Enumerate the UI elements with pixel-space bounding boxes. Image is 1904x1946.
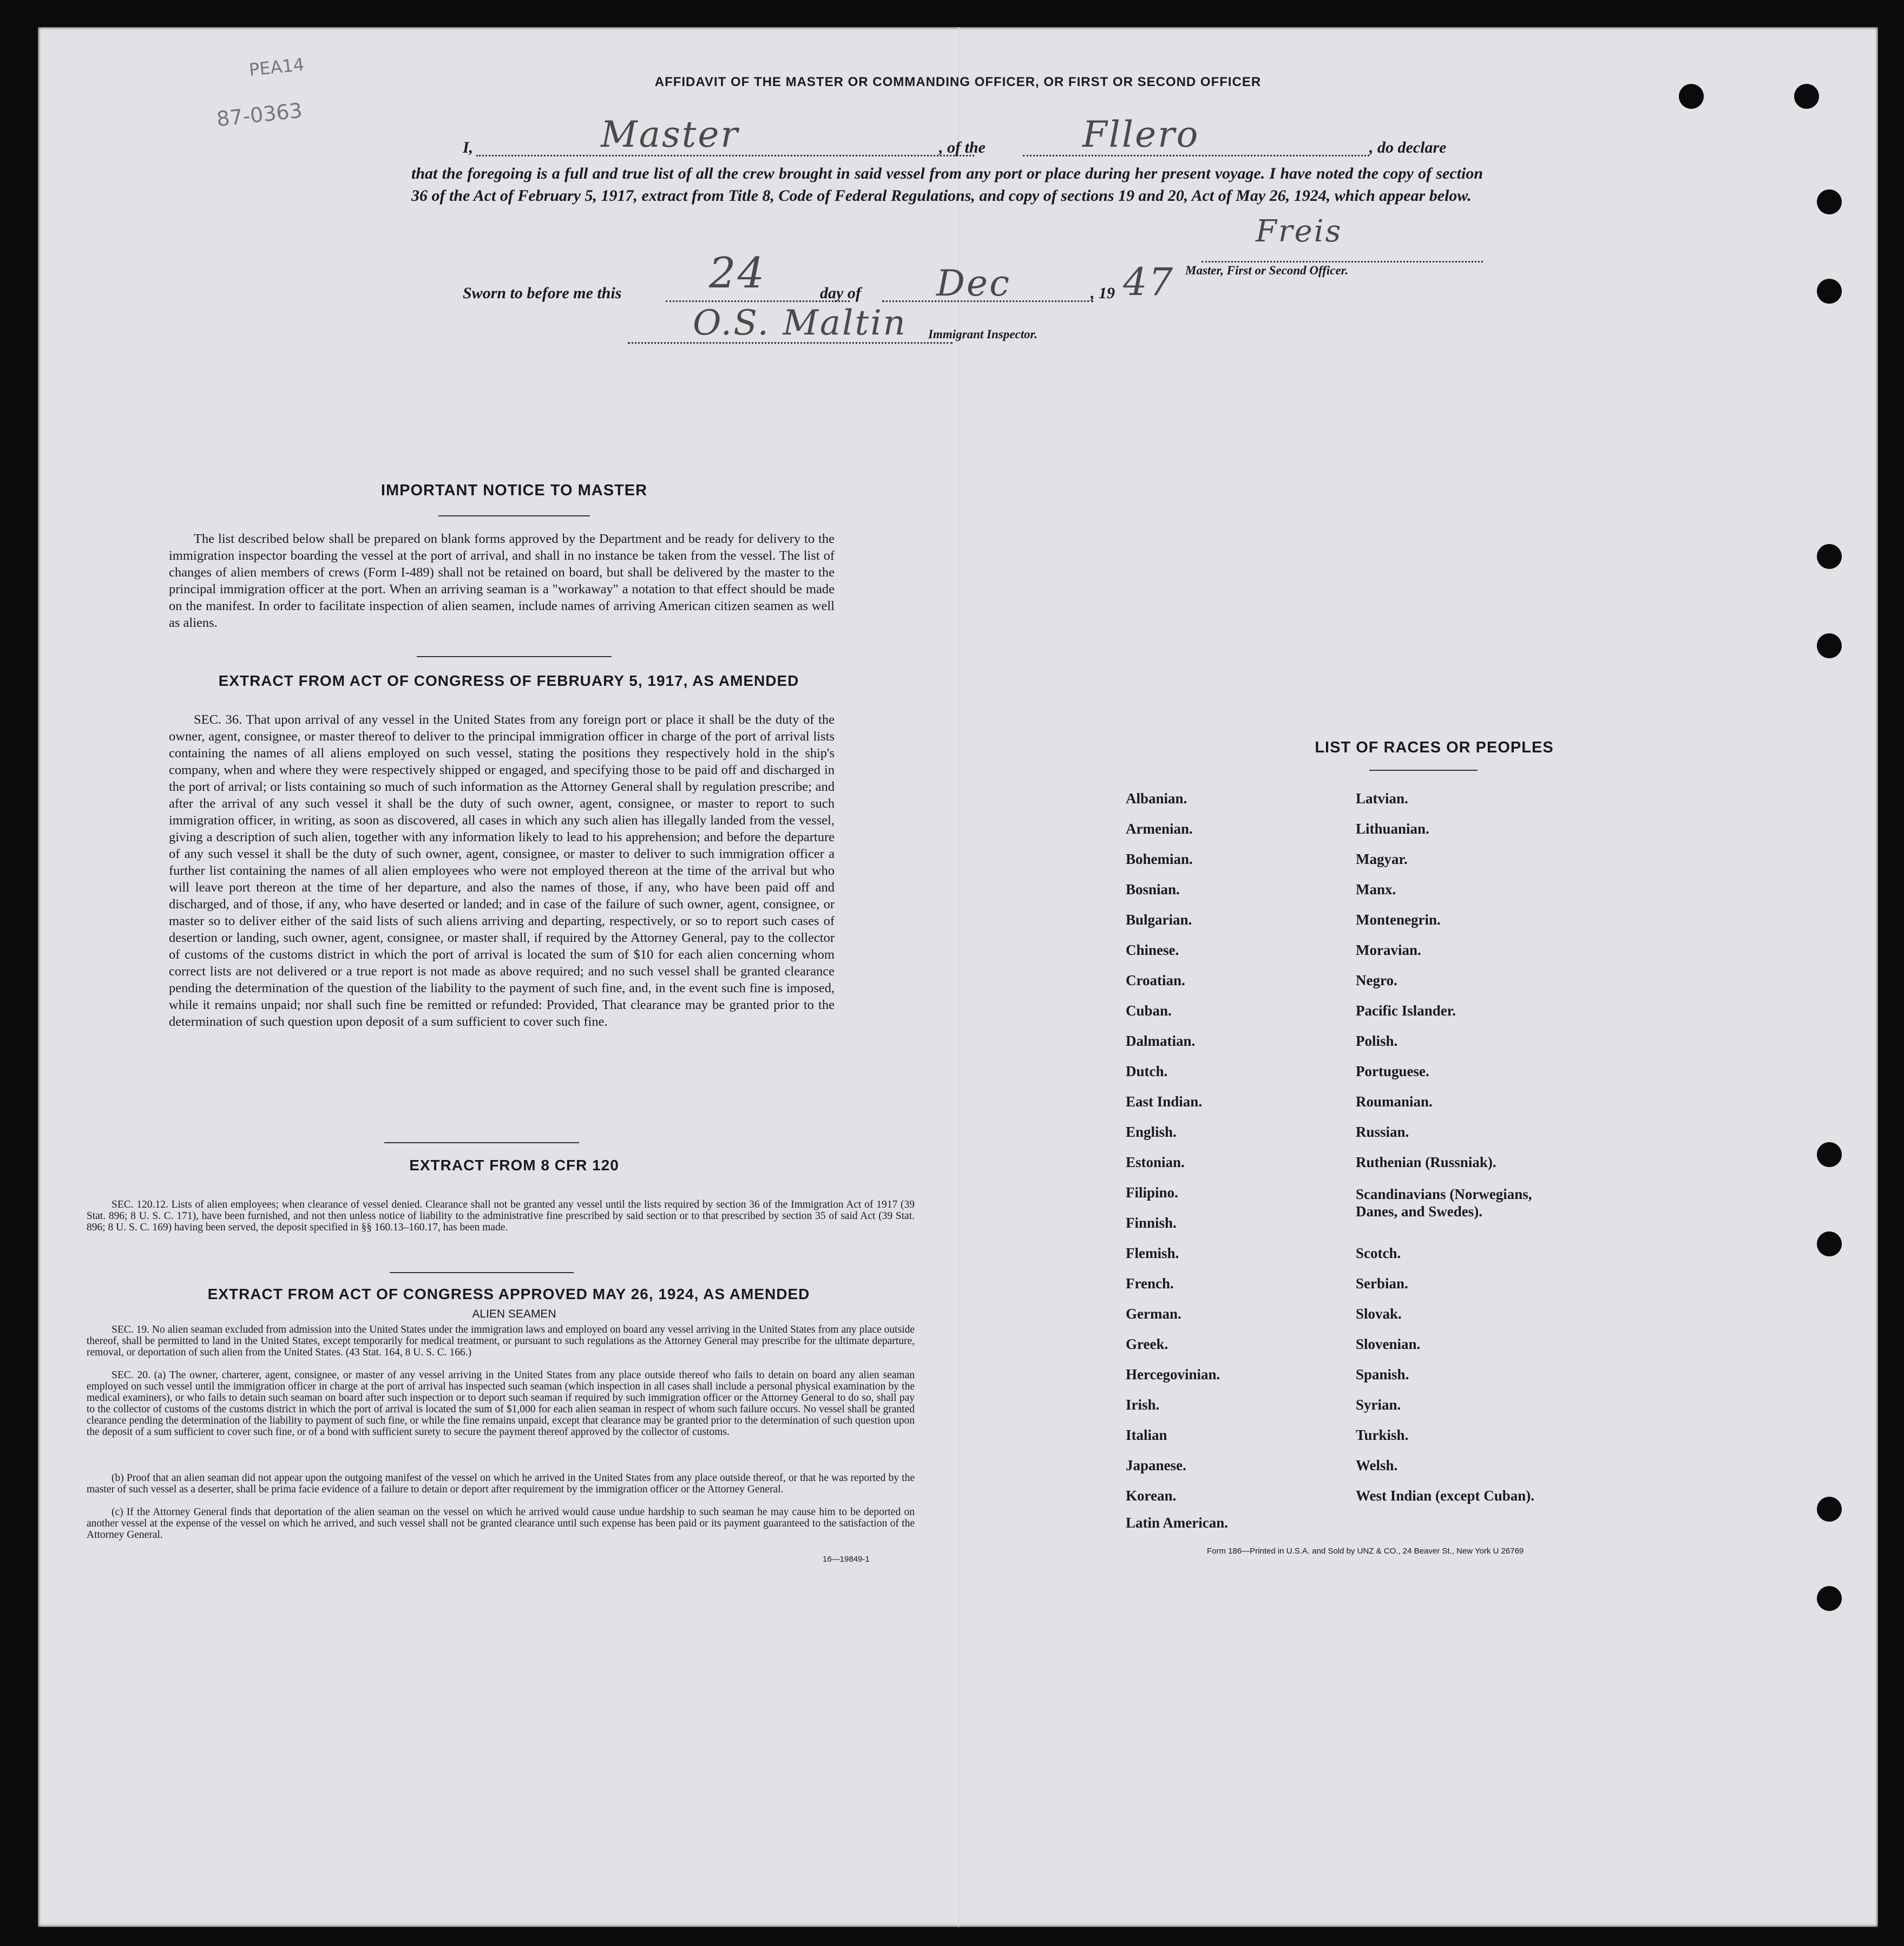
race-item-left: Irish.: [1126, 1397, 1160, 1413]
vessel-handwritten: Fllero: [1082, 114, 1200, 155]
punch-hole: [1679, 84, 1704, 109]
punch-hole: [1794, 84, 1819, 109]
race-item-left: Latin American.: [1126, 1515, 1228, 1531]
race-item-right: Manx.: [1356, 881, 1396, 897]
extract-cfr-body: SEC. 120.12. Lists of alien employees; when clearance of vessel denied. Clearance shall not be granted any vessel until the lists required by section 36 of the Immigration Act of 1917 (39 Stat. 896; 8 U. S. C. 171), have been furnished, and not then unless notice of liability to the administrative fine prescribed by said section or to that prescribed by section 35 of said Act (39 Stat. 896; 8 U. S. C. 169) having been served, the deposit specified in §§ 160.13–160.17, has been made.: [87, 1199, 915, 1233]
notice-title: IMPORTANT NOTICE TO MASTER: [380, 482, 648, 499]
race-item-right: Portuguese.: [1356, 1063, 1429, 1079]
punch-hole: [1817, 279, 1842, 304]
race-item-left: Greek.: [1126, 1336, 1168, 1352]
race-item-left: Bosnian.: [1126, 881, 1180, 897]
sec20a-text: SEC. 20. (a) The owner, charterer, agent, consignee, or master of any vessel arriving in the United States from any place outside thereof who fails to detain on board any alien seaman employed on such vessel until the immigration officer in charge at the port of arrival has inspected such seaman (which inspection in all cases shall include a personal physical examination by the medical examiners), or who fails to detain such seaman on board after such inspection or to deport such seaman if required by such immigration officer or the Attorney General to do so, shall pay to the collector of customs of the customs district in which the port of arrival is located the sum of $1,000 for each alien seaman in respect of whom such failure occurs. No vessel shall be granted clearance pending the determination of the liability to payment of such fine, or while the fine remains unpaid, except that clearance may be granted prior to the determination of such question upon the deposit of a sum sufficient to cover such fine, or of a bond with sufficient surety to secure the payment thereof approved by the collector of customs.: [87, 1370, 915, 1438]
punch-hole: [1817, 189, 1842, 214]
race-item-left: German.: [1126, 1306, 1181, 1322]
race-item-left: Flemish.: [1126, 1245, 1179, 1261]
day-handwritten: 24: [709, 249, 766, 298]
race-item-right: Pacific Islander.: [1356, 1003, 1456, 1019]
race-item-left: Croatian.: [1126, 972, 1185, 988]
race-item-right: Slovenian.: [1356, 1336, 1421, 1352]
race-item-right: Polish.: [1356, 1033, 1398, 1049]
race-item-right: Serbian.: [1356, 1275, 1408, 1292]
signature-line: [1202, 261, 1483, 263]
declaration-text: that the foregoing is a full and true list of all the crew brought in said vessel from any port or place during her present voyage. I have noted the copy of section 36 of the Act of February 5, 1917, extract from Title 8, Code of Federal Regulations, and copy of sections 19 and 20, Act of May 26, 1924, which appear below.: [411, 165, 1483, 205]
divider: [1369, 770, 1478, 771]
race-item-right: Spanish.: [1356, 1366, 1409, 1382]
race-item-left: Dutch.: [1126, 1063, 1168, 1079]
punch-hole: [1817, 1497, 1842, 1522]
day-of-label: day of: [820, 284, 861, 302]
race-item-left: Korean.: [1126, 1488, 1177, 1504]
divider: [384, 1142, 579, 1143]
signature-caption: Master, First or Second Officer.: [1185, 264, 1349, 277]
do-declare-label: , do declare: [1369, 139, 1447, 156]
race-item-right: Scotch.: [1356, 1245, 1401, 1261]
race-item-left: Finnish.: [1126, 1215, 1177, 1231]
punch-hole: [1817, 1142, 1842, 1167]
archive-file-number: 87-0363: [215, 98, 304, 132]
race-item-right: Magyar.: [1356, 851, 1408, 867]
punch-hole: [1817, 1231, 1842, 1256]
inspector-caption: Immigrant Inspector.: [928, 327, 1038, 341]
race-item-left: East Indian.: [1126, 1093, 1203, 1110]
race-item-right: West Indian (except Cuban).: [1356, 1488, 1535, 1504]
race-item-right: Roumanian.: [1356, 1093, 1433, 1110]
race-item-left: Filipino.: [1126, 1184, 1178, 1201]
center-fold: [958, 27, 959, 1927]
extract-cfr-title: EXTRACT FROM 8 CFR 120: [409, 1157, 619, 1174]
extract-1917-title: EXTRACT FROM ACT OF CONGRESS OF FEBRUARY 5, 1917, AS AMENDED: [218, 672, 799, 689]
race-item-right: Montenegrin.: [1356, 912, 1441, 928]
affidavit-title: AFFIDAVIT OF THE MASTER OR COMMANDING OFFICER, OR FIRST OR SECOND OFFICER: [654, 75, 1262, 89]
race-item-left: Chinese.: [1126, 942, 1179, 958]
race-item-left: Bulgarian.: [1126, 912, 1192, 928]
month-handwritten: Dec: [936, 263, 1011, 304]
inspector-signature: O.S. Maltin: [693, 303, 907, 343]
master-handwritten: Master: [601, 114, 739, 155]
sec20b-text: (b) Proof that an alien seaman did not appear upon the outgoing manifest of the vessel on which he arrived in the United States from any place outside thereof, or that he was reported by the master of such vessel as a deserter, shall be prima facie evidence of a failure to detain or deport after requirement by the immigration officer or the Attorney General.: [87, 1472, 915, 1495]
race-item-left: Estonian.: [1126, 1154, 1185, 1170]
year-handwritten: 47: [1123, 260, 1175, 304]
race-item-left: English.: [1126, 1124, 1177, 1140]
punch-hole: [1817, 1586, 1842, 1611]
race-item-right: Negro.: [1356, 972, 1397, 988]
race-item-right: Ruthenian (Russniak).: [1356, 1154, 1496, 1170]
extract-1917-body: SEC. 36. That upon arrival of any vessel in the United States from any foreign port or place it shall be the duty of the owner, agent, consignee, or master thereof to deliver to the principal immigration officer in charge of the port of arrival lists containing the names of all aliens employed on such vessel, stating the positions they respectively hold in the ship's company, when and where they were respectively shipped or engaged, and specifying those to be paid off and discharged in the port of arrival; or lists containing so much of such information as the Attorney General shall by regulation prescribe; and after the arrival of any such vessel it shall be the duty of such owner, agent, consignee, or master to report to such immigration officer, in writing, as soon as discovered, all cases in which any such alien has illegally landed from the vessel, giving a description of such alien, together with any information likely to lead to his apprehension; and before the departure of any such vessel it shall be the duty of such owner, agent, consignee, or master to deliver to such immigration officer a further list containing the names of all alien employees who were not employed thereon at the time of the arrival but who will leave port thereon at the time of her departure, and also the names of those, if any, who have been paid off and discharged, and of those, if any, who have deserted or landed; and in case of the failure of such owner, agent, consignee, or master so to deliver either of the said lists of such aliens arriving and departing, respectively, or so to report such cases of desertion or landing, such owner, agent, consignee, or master shall, if required by the Attorney General, pay to the collector of customs of the customs district in which the port of arrival is located the sum of $10 for each alien concerning whom correct lists are not delivered or a true report is not made as above required; and no such vessel shall be granted clearance pending the determination of the question of the liability to the payment of such fine, and, in the event such fine is imposed, while it remains unpaid; nor shall such fine be remitted or refunded: Provided, That clearance may be granted prior to the determination of such question upon deposit of a sum sufficient to cover such fine.: [169, 712, 835, 1029]
archive-code: PEA14: [248, 54, 305, 81]
races-title: LIST OF RACES OR PEOPLES: [1315, 739, 1554, 756]
race-item-left: Japanese.: [1126, 1457, 1186, 1473]
punch-hole: [1817, 544, 1842, 569]
race-item-right: Moravian.: [1356, 942, 1421, 958]
punch-hole: [1817, 633, 1842, 658]
race-item-left: Cuban.: [1126, 1003, 1172, 1019]
notice-body: The list described below shall be prepared on blank forms approved by the Department and be ready for delivery to the immigration inspector boarding the vessel at the port of arrival, and shall in no instance be taken from the vessel. The list of changes of alien members of crews (Form I-489) shall not be retained on board, but shall be delivered by the master to the principal immigration officer at the port. When an arriving seaman is a "workaway" a notation to that effect should be made on the manifest. In order to facilitate inspection of alien seamen, include names of arriving American citizen seamen as well as aliens.: [169, 532, 835, 630]
extract-1924-title: EXTRACT FROM ACT OF CONGRESS APPROVED MAY 26, 1924, AS AMENDED: [207, 1286, 810, 1302]
race-item-left: Dalmatian.: [1126, 1033, 1196, 1049]
divider: [417, 656, 612, 657]
race-item-right: Russian.: [1356, 1124, 1409, 1140]
race-item-left: Albanian.: [1126, 790, 1187, 807]
of-the-label: , of the: [939, 139, 986, 156]
document-sheet: [38, 27, 1878, 1927]
race-item-left: Hercegovinian.: [1126, 1366, 1220, 1382]
race-item-right: Syrian.: [1356, 1397, 1401, 1413]
sec19-text: SEC. 19. No alien seaman excluded from admission into the United States under the immigration laws and employed on board any vessel arriving in the United States from any place outside thereof, shall be permitted to land in the United States, except temporarily for medical treatment, or pursuant to such regulations as the Attorney General may prescribe for the ultimate departure, removal, or deportation of such alien from the United States. (43 Stat. 164, 8 U. S. C. 166.): [87, 1324, 915, 1358]
extract-1924-subtitle: ALIEN SEAMEN: [472, 1308, 556, 1320]
race-item-right: Scandinavians (Norwegians, Danes, and Swedes).: [1356, 1186, 1532, 1220]
year-prefix: , 19: [1091, 284, 1115, 302]
race-item-left: Bohemian.: [1126, 851, 1193, 867]
race-item-left: Armenian.: [1126, 821, 1193, 837]
print-code: 16—19849-1: [823, 1555, 870, 1564]
race-item-left: French.: [1126, 1275, 1174, 1292]
race-item-right: Welsh.: [1356, 1457, 1398, 1473]
race-item-left: Italian: [1126, 1427, 1167, 1443]
divider: [438, 515, 590, 516]
race-item-right: Slovak.: [1356, 1306, 1402, 1322]
form-footer: Form 186—Printed in U.S.A. and Sold by UNZ & CO., 24 Beaver St., New York U 26769: [1207, 1547, 1524, 1556]
race-item-right: Latvian.: [1356, 790, 1408, 807]
sworn-label: Sworn to before me this: [463, 284, 622, 302]
race-item-right: Turkish.: [1356, 1427, 1409, 1443]
sec20c-text: (c) If the Attorney General finds that deportation of the alien seaman on the vessel on which he arrived would cause undue hardship to such seaman he may cause him to be deported on another vessel at the expense of the vessel on which he arrived, and such vessel shall not be granted clearance until such expense has been paid or its payment guaranteed to the satisfaction of the Attorney General.: [87, 1506, 915, 1541]
i-label: I,: [463, 139, 474, 156]
race-item-right: Lithuanian.: [1356, 821, 1429, 837]
divider: [390, 1272, 574, 1273]
master-signature: Freis: [1256, 214, 1343, 249]
